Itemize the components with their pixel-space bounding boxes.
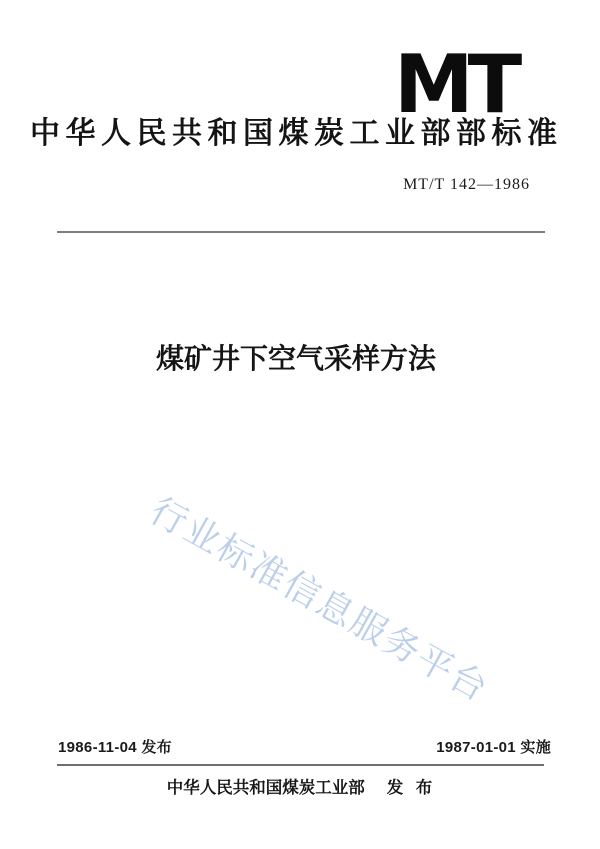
header-title: 中华人民共和国煤炭工业部部标准: [30, 117, 563, 150]
issue-date: 1986-11-04 发布: [58, 739, 172, 756]
publisher-name: 中华人民共和国煤炭工业部: [166, 779, 365, 797]
document-title: 煤矿井下空气采样方法: [155, 343, 436, 374]
top-divider: [57, 231, 545, 233]
diagonal-watermark: 行业标准信息服务平台: [143, 489, 496, 710]
implement-date: 1987-01-01 实施: [436, 739, 551, 756]
publish-label: 发 布: [386, 779, 434, 797]
mt-logo: MT: [394, 38, 517, 131]
standard-number: MT/T 142—1986: [403, 176, 530, 193]
bottom-divider: [57, 764, 544, 766]
publisher-line: [0, 779, 600, 798]
